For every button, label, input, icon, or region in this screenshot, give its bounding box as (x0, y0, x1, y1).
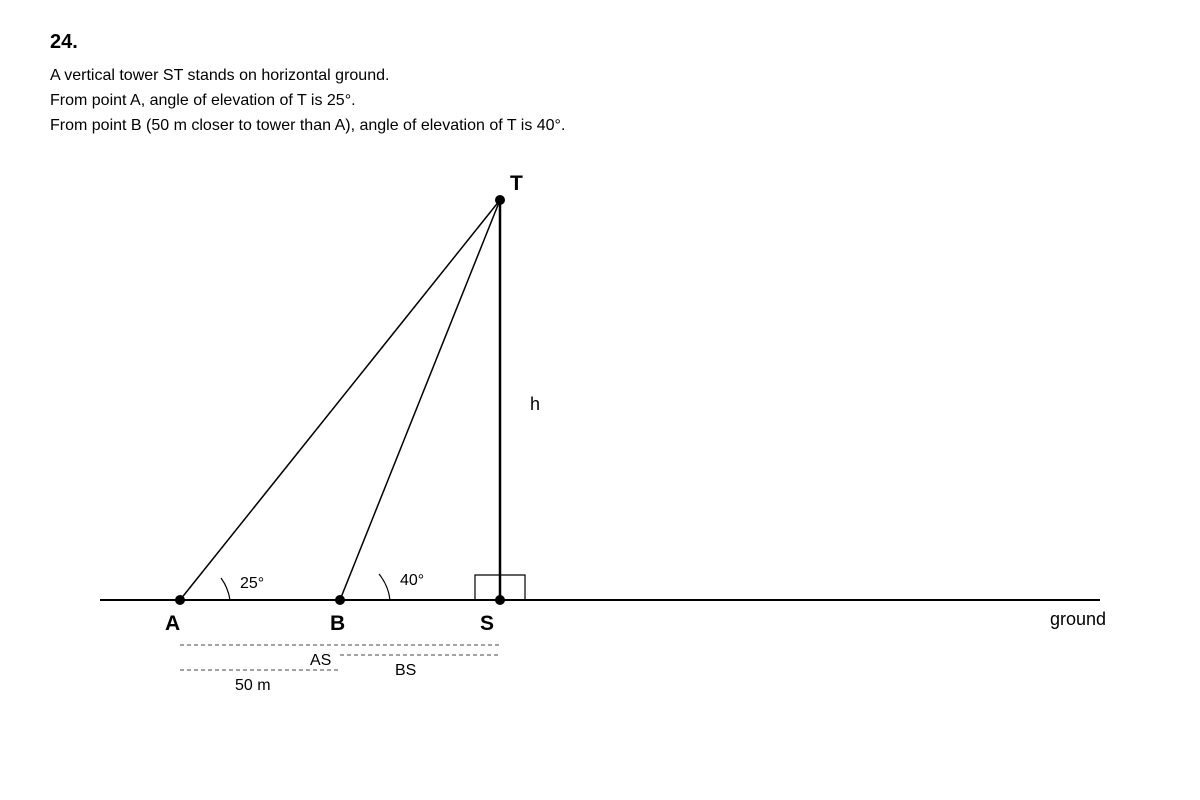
point-a-dot (175, 595, 185, 605)
angle-label-a: 25° (240, 575, 265, 592)
label-a: A (165, 612, 181, 635)
point-s-dot (495, 595, 505, 605)
dimension-label-ab: 50 m (235, 677, 271, 694)
question-number: 24. (50, 31, 78, 53)
angle-arc-b (379, 574, 390, 600)
ground-label: ground (1050, 609, 1107, 629)
dimension-label-bs: BS (395, 662, 417, 679)
dimension-label-as: AS (310, 652, 332, 669)
point-t-dot (495, 195, 505, 205)
label-s: S (480, 612, 495, 635)
problem-line-3: From point B (50 m closer to tower than A), angle of elevation of T is 40°. (50, 117, 566, 134)
label-b: B (330, 612, 346, 635)
angle-label-b: 40° (400, 572, 425, 589)
height-label: h (530, 394, 541, 414)
label-t: T (510, 172, 523, 195)
angle-arc-a (221, 578, 230, 600)
sight-line-bt (340, 200, 500, 600)
problem-line-1: A vertical tower ST stands on horizontal ground. (50, 67, 390, 84)
problem-line-2: From point A, angle of elevation of T is 25°. (50, 92, 356, 109)
sight-line-at (180, 200, 500, 600)
point-b-dot (335, 595, 345, 605)
